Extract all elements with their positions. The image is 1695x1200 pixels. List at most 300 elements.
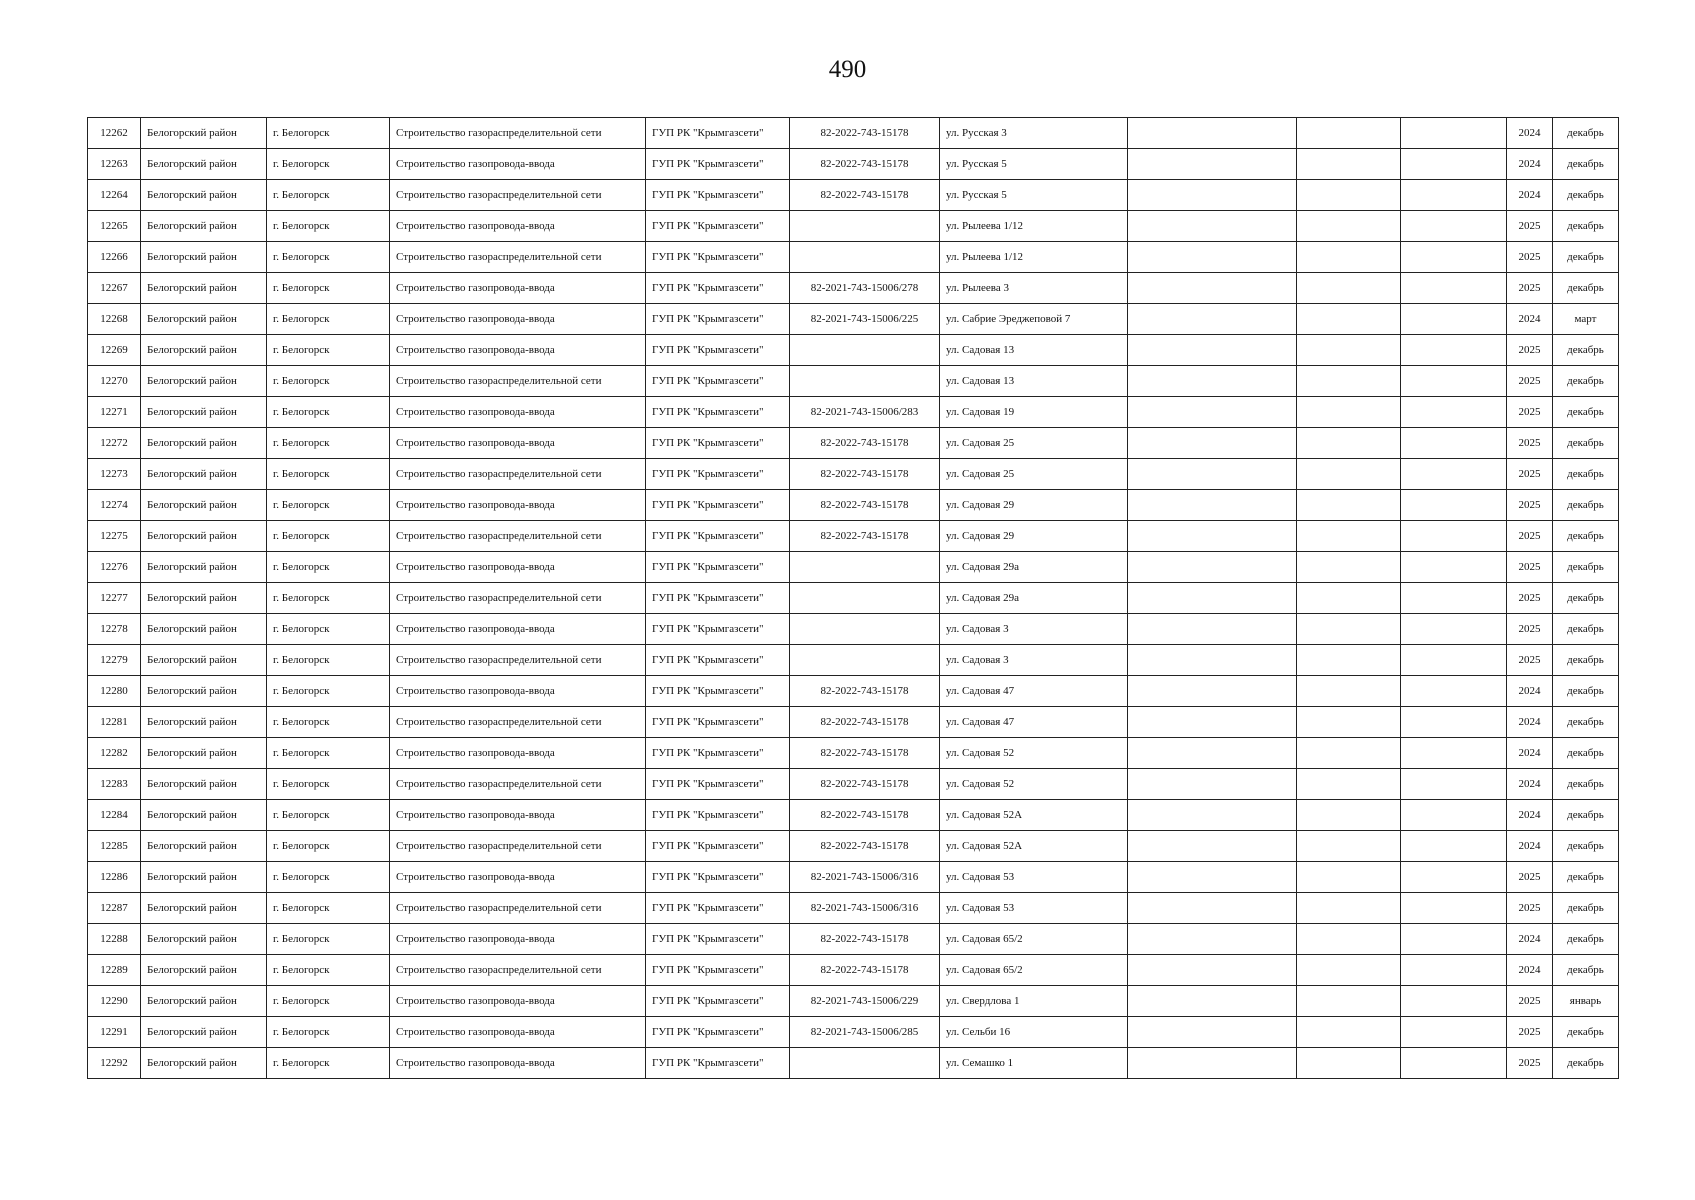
empty-cell [1401,862,1507,893]
year-cell: 2024 [1507,707,1553,738]
empty-cell [1297,1017,1401,1048]
work-type-cell: Строительство газопровода-ввода [390,335,646,366]
empty-cell [1401,645,1507,676]
empty-cell [1401,831,1507,862]
empty-cell [1297,614,1401,645]
empty-cell [1128,862,1297,893]
organization-cell: ГУП РК "Крымгазсети" [646,118,790,149]
record-number: 12270 [88,366,141,397]
month-cell: декабрь [1553,707,1619,738]
record-number: 12282 [88,738,141,769]
year-cell: 2024 [1507,304,1553,335]
city-cell: г. Белогорск [267,893,390,924]
year-cell: 2025 [1507,490,1553,521]
empty-cell [1297,149,1401,180]
work-type-cell: Строительство газопровода-ввода [390,614,646,645]
work-type-cell: Строительство газопровода-ввода [390,1017,646,1048]
table-row [88,335,1619,366]
organization-cell: ГУП РК "Крымгазсети" [646,583,790,614]
address-cell: ул. Садовая 3 [940,614,1128,645]
record-number: 12281 [88,707,141,738]
empty-cell [1401,738,1507,769]
permit-code-cell [790,335,940,366]
year-cell: 2024 [1507,180,1553,211]
empty-cell [1128,428,1297,459]
record-number: 12266 [88,242,141,273]
organization-cell: ГУП РК "Крымгазсети" [646,738,790,769]
organization-cell: ГУП РК "Крымгазсети" [646,459,790,490]
month-cell: декабрь [1553,242,1619,273]
address-cell: ул. Садовая 29а [940,583,1128,614]
empty-cell [1128,707,1297,738]
month-cell: декабрь [1553,676,1619,707]
empty-cell [1401,893,1507,924]
organization-cell: ГУП РК "Крымгазсети" [646,552,790,583]
table-row [88,645,1619,676]
permit-code-cell: 82-2022-743-15178 [790,180,940,211]
empty-cell [1297,893,1401,924]
empty-cell [1401,614,1507,645]
empty-cell [1128,1048,1297,1079]
work-type-cell: Строительство газораспределительной сети [390,769,646,800]
empty-cell [1128,831,1297,862]
month-cell: декабрь [1553,738,1619,769]
city-cell: г. Белогорск [267,831,390,862]
record-number: 12289 [88,955,141,986]
empty-cell [1401,180,1507,211]
district-cell: Белогорский район [141,180,267,211]
organization-cell: ГУП РК "Крымгазсети" [646,862,790,893]
district-cell: Белогорский район [141,397,267,428]
empty-cell [1401,459,1507,490]
empty-cell [1401,955,1507,986]
city-cell: г. Белогорск [267,366,390,397]
address-cell: ул. Садовая 53 [940,862,1128,893]
table-row [88,149,1619,180]
permit-code-cell [790,211,940,242]
district-cell: Белогорский район [141,955,267,986]
empty-cell [1297,521,1401,552]
empty-cell [1297,335,1401,366]
table-row [88,738,1619,769]
table-row [88,893,1619,924]
city-cell: г. Белогорск [267,583,390,614]
month-cell: декабрь [1553,149,1619,180]
empty-cell [1401,366,1507,397]
table-row [88,769,1619,800]
organization-cell: ГУП РК "Крымгазсети" [646,428,790,459]
work-type-cell: Строительство газораспределительной сети [390,707,646,738]
month-cell: декабрь [1553,490,1619,521]
address-cell: ул. Садовая 13 [940,335,1128,366]
address-cell: ул. Садовая 19 [940,397,1128,428]
address-cell: ул. Русская 5 [940,180,1128,211]
record-number: 12267 [88,273,141,304]
city-cell: г. Белогорск [267,676,390,707]
record-number: 12292 [88,1048,141,1079]
table-row [88,955,1619,986]
year-cell: 2024 [1507,676,1553,707]
permit-code-cell [790,366,940,397]
month-cell: декабрь [1553,521,1619,552]
city-cell: г. Белогорск [267,521,390,552]
city-cell: г. Белогорск [267,800,390,831]
record-number: 12271 [88,397,141,428]
permit-code-cell: 82-2022-743-15178 [790,924,940,955]
month-cell: декабрь [1553,893,1619,924]
city-cell: г. Белогорск [267,211,390,242]
work-type-cell: Строительство газопровода-ввода [390,552,646,583]
empty-cell [1128,521,1297,552]
address-cell: ул. Рылеева 3 [940,273,1128,304]
organization-cell: ГУП РК "Крымгазсети" [646,366,790,397]
empty-cell [1401,1048,1507,1079]
address-cell: ул. Садовая 29 [940,521,1128,552]
month-cell: декабрь [1553,645,1619,676]
year-cell: 2025 [1507,428,1553,459]
year-cell: 2025 [1507,645,1553,676]
permit-code-cell: 82-2022-743-15178 [790,707,940,738]
city-cell: г. Белогорск [267,397,390,428]
table-row [88,397,1619,428]
year-cell: 2025 [1507,521,1553,552]
empty-cell [1128,676,1297,707]
year-cell: 2025 [1507,459,1553,490]
permit-code-cell [790,1048,940,1079]
empty-cell [1128,738,1297,769]
record-number: 12287 [88,893,141,924]
address-cell: ул. Рылеева 1/12 [940,211,1128,242]
organization-cell: ГУП РК "Крымгазсети" [646,986,790,1017]
organization-cell: ГУП РК "Крымгазсети" [646,769,790,800]
empty-cell [1128,986,1297,1017]
district-cell: Белогорский район [141,862,267,893]
record-number: 12268 [88,304,141,335]
district-cell: Белогорский район [141,738,267,769]
permit-code-cell: 82-2022-743-15178 [790,676,940,707]
permit-code-cell: 82-2021-743-15006/278 [790,273,940,304]
organization-cell: ГУП РК "Крымгазсети" [646,304,790,335]
address-cell: ул. Садовая 52А [940,831,1128,862]
permit-code-cell: 82-2022-743-15178 [790,428,940,459]
empty-cell [1401,335,1507,366]
month-cell: декабрь [1553,924,1619,955]
city-cell: г. Белогорск [267,986,390,1017]
year-cell: 2025 [1507,242,1553,273]
district-cell: Белогорский район [141,366,267,397]
year-cell: 2025 [1507,614,1553,645]
empty-cell [1128,397,1297,428]
work-type-cell: Строительство газопровода-ввода [390,986,646,1017]
permit-code-cell: 82-2022-743-15178 [790,459,940,490]
table-row [88,924,1619,955]
permit-code-cell: 82-2022-743-15178 [790,149,940,180]
table-row [88,583,1619,614]
work-type-cell: Строительство газопровода-ввода [390,924,646,955]
record-number: 12263 [88,149,141,180]
year-cell: 2024 [1507,800,1553,831]
empty-cell [1128,180,1297,211]
address-cell: ул. Рылеева 1/12 [940,242,1128,273]
record-number: 12278 [88,614,141,645]
work-type-cell: Строительство газораспределительной сети [390,955,646,986]
district-cell: Белогорский район [141,676,267,707]
record-number: 12262 [88,118,141,149]
permit-code-cell: 82-2022-743-15178 [790,738,940,769]
month-cell: декабрь [1553,1048,1619,1079]
city-cell: г. Белогорск [267,304,390,335]
table-row [88,831,1619,862]
district-cell: Белогорский район [141,211,267,242]
record-number: 12286 [88,862,141,893]
organization-cell: ГУП РК "Крымгазсети" [646,397,790,428]
city-cell: г. Белогорск [267,769,390,800]
address-cell: ул. Русская 3 [940,118,1128,149]
table-row [88,1017,1619,1048]
record-number: 12264 [88,180,141,211]
empty-cell [1297,738,1401,769]
district-cell: Белогорский район [141,459,267,490]
permit-code-cell [790,614,940,645]
city-cell: г. Белогорск [267,490,390,521]
work-type-cell: Строительство газопровода-ввода [390,1048,646,1079]
permit-code-cell: 82-2022-743-15178 [790,831,940,862]
empty-cell [1128,552,1297,583]
year-cell: 2025 [1507,583,1553,614]
empty-cell [1401,676,1507,707]
record-number: 12276 [88,552,141,583]
month-cell: декабрь [1553,180,1619,211]
address-cell: ул. Садовая 65/2 [940,924,1128,955]
address-cell: ул. Садовая 52А [940,800,1128,831]
empty-cell [1297,955,1401,986]
month-cell: декабрь [1553,552,1619,583]
work-type-cell: Строительство газораспределительной сети [390,118,646,149]
table-row [88,304,1619,335]
address-cell: ул. Садовая 47 [940,676,1128,707]
empty-cell [1401,552,1507,583]
district-cell: Белогорский район [141,831,267,862]
empty-cell [1297,769,1401,800]
empty-cell [1401,583,1507,614]
district-cell: Белогорский район [141,893,267,924]
empty-cell [1297,397,1401,428]
empty-cell [1297,242,1401,273]
record-number: 12274 [88,490,141,521]
empty-cell [1128,335,1297,366]
address-cell: ул. Русская 5 [940,149,1128,180]
address-cell: ул. Садовая 52 [940,769,1128,800]
table-row [88,459,1619,490]
work-type-cell: Строительство газопровода-ввода [390,676,646,707]
record-number: 12275 [88,521,141,552]
district-cell: Белогорский район [141,428,267,459]
month-cell: декабрь [1553,459,1619,490]
year-cell: 2025 [1507,366,1553,397]
district-cell: Белогорский район [141,614,267,645]
record-number: 12273 [88,459,141,490]
work-type-cell: Строительство газораспределительной сети [390,893,646,924]
work-type-cell: Строительство газораспределительной сети [390,459,646,490]
year-cell: 2024 [1507,149,1553,180]
year-cell: 2025 [1507,397,1553,428]
city-cell: г. Белогорск [267,955,390,986]
month-cell: декабрь [1553,831,1619,862]
work-type-cell: Строительство газопровода-ввода [390,800,646,831]
permit-code-cell: 82-2022-743-15178 [790,490,940,521]
empty-cell [1297,707,1401,738]
city-cell: г. Белогорск [267,738,390,769]
empty-cell [1128,800,1297,831]
table-row [88,800,1619,831]
year-cell: 2025 [1507,1017,1553,1048]
city-cell: г. Белогорск [267,924,390,955]
record-number: 12288 [88,924,141,955]
empty-cell [1297,211,1401,242]
organization-cell: ГУП РК "Крымгазсети" [646,490,790,521]
empty-cell [1401,521,1507,552]
record-number: 12284 [88,800,141,831]
empty-cell [1297,118,1401,149]
empty-cell [1297,459,1401,490]
empty-cell [1297,366,1401,397]
table-row [88,242,1619,273]
month-cell: декабрь [1553,428,1619,459]
empty-cell [1401,211,1507,242]
city-cell: г. Белогорск [267,428,390,459]
empty-cell [1297,645,1401,676]
empty-cell [1128,366,1297,397]
district-cell: Белогорский район [141,490,267,521]
address-cell: ул. Садовая 3 [940,645,1128,676]
work-type-cell: Строительство газопровода-ввода [390,211,646,242]
district-cell: Белогорский район [141,924,267,955]
permit-code-cell [790,645,940,676]
year-cell: 2025 [1507,893,1553,924]
work-type-cell: Строительство газопровода-ввода [390,304,646,335]
empty-cell [1401,428,1507,459]
permit-code-cell [790,583,940,614]
district-cell: Белогорский район [141,335,267,366]
month-cell: декабрь [1553,583,1619,614]
year-cell: 2025 [1507,1048,1553,1079]
work-type-cell: Строительство газопровода-ввода [390,397,646,428]
year-cell: 2024 [1507,118,1553,149]
month-cell: декабрь [1553,769,1619,800]
city-cell: г. Белогорск [267,707,390,738]
month-cell: январь [1553,986,1619,1017]
empty-cell [1297,583,1401,614]
table-row [88,986,1619,1017]
month-cell: март [1553,304,1619,335]
empty-cell [1128,118,1297,149]
record-number: 12265 [88,211,141,242]
year-cell: 2025 [1507,335,1553,366]
empty-cell [1401,304,1507,335]
city-cell: г. Белогорск [267,552,390,583]
empty-cell [1128,1017,1297,1048]
address-cell: ул. Садовая 52 [940,738,1128,769]
district-cell: Белогорский район [141,1048,267,1079]
month-cell: декабрь [1553,1017,1619,1048]
empty-cell [1297,1048,1401,1079]
year-cell: 2024 [1507,924,1553,955]
organization-cell: ГУП РК "Крымгазсети" [646,831,790,862]
address-cell: ул. Садовая 29а [940,552,1128,583]
permit-code-cell: 82-2021-743-15006/316 [790,862,940,893]
work-type-cell: Строительство газораспределительной сети [390,242,646,273]
record-number: 12290 [88,986,141,1017]
organization-cell: ГУП РК "Крымгазсети" [646,273,790,304]
district-cell: Белогорский район [141,800,267,831]
record-number: 12279 [88,645,141,676]
city-cell: г. Белогорск [267,614,390,645]
address-cell: ул. Семашко 1 [940,1048,1128,1079]
empty-cell [1297,304,1401,335]
year-cell: 2025 [1507,552,1553,583]
registry-table [87,117,1619,1079]
empty-cell [1128,459,1297,490]
empty-cell [1401,924,1507,955]
table-row [88,707,1619,738]
registry-body [88,118,1619,1079]
month-cell: декабрь [1553,862,1619,893]
empty-cell [1297,862,1401,893]
work-type-cell: Строительство газопровода-ввода [390,862,646,893]
empty-cell [1128,893,1297,924]
table-row [88,552,1619,583]
table-row [88,211,1619,242]
empty-cell [1128,273,1297,304]
empty-cell [1128,211,1297,242]
organization-cell: ГУП РК "Крымгазсети" [646,1048,790,1079]
month-cell: декабрь [1553,273,1619,304]
month-cell: декабрь [1553,800,1619,831]
permit-code-cell: 82-2022-743-15178 [790,769,940,800]
empty-cell [1297,831,1401,862]
work-type-cell: Строительство газораспределительной сети [390,180,646,211]
empty-cell [1297,428,1401,459]
page-number: 490 [828,56,867,83]
year-cell: 2025 [1507,986,1553,1017]
record-number: 12277 [88,583,141,614]
organization-cell: ГУП РК "Крымгазсети" [646,242,790,273]
address-cell: ул. Садовая 25 [940,428,1128,459]
organization-cell: ГУП РК "Крымгазсети" [646,800,790,831]
empty-cell [1401,769,1507,800]
city-cell: г. Белогорск [267,273,390,304]
empty-cell [1401,1017,1507,1048]
table-row [88,428,1619,459]
work-type-cell: Строительство газораспределительной сети [390,521,646,552]
table-row [88,490,1619,521]
empty-cell [1401,149,1507,180]
address-cell: ул. Садовая 65/2 [940,955,1128,986]
address-cell: ул. Садовая 47 [940,707,1128,738]
district-cell: Белогорский район [141,707,267,738]
work-type-cell: Строительство газопровода-ввода [390,738,646,769]
year-cell: 2025 [1507,862,1553,893]
organization-cell: ГУП РК "Крымгазсети" [646,645,790,676]
city-cell: г. Белогорск [267,180,390,211]
organization-cell: ГУП РК "Крымгазсети" [646,335,790,366]
district-cell: Белогорский район [141,583,267,614]
empty-cell [1128,924,1297,955]
organization-cell: ГУП РК "Крымгазсети" [646,149,790,180]
district-cell: Белогорский район [141,769,267,800]
address-cell: ул. Свердлова 1 [940,986,1128,1017]
work-type-cell: Строительство газопровода-ввода [390,490,646,521]
